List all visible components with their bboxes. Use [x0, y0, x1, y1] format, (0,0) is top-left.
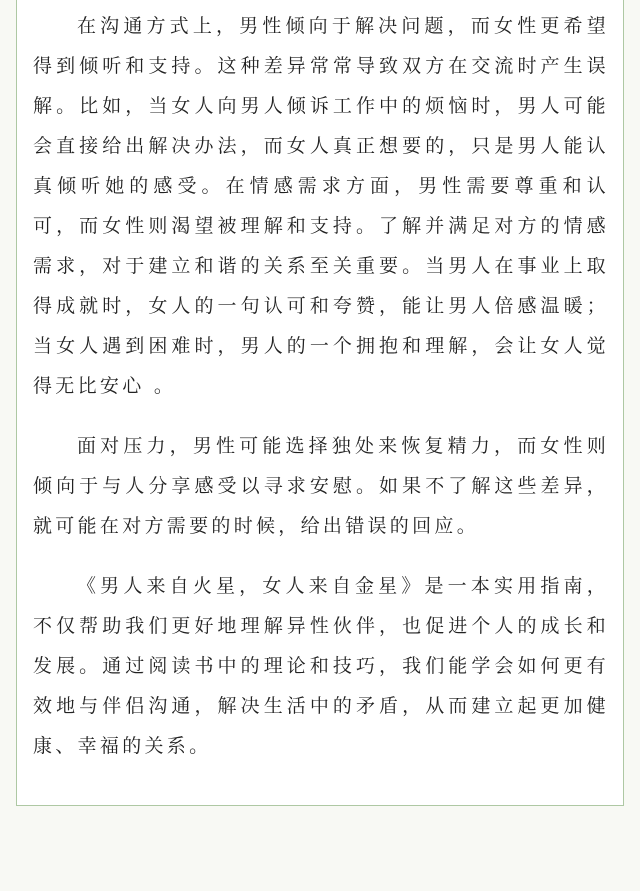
paragraph-stress: 面对压力，男性可能选择独处来恢复精力，而女性则倾向于与人分享感受以寻求安慰。如果不了解这些差异，就可能在对方需要的时候，给出错误的回应。: [33, 435, 609, 537]
paragraph-communication: 在沟通方式上，男性倾向于解决问题，而女性更希望得到倾听和支持。这种差异常常导致双方在交流时产生误解。比如，当女人向男人倾诉工作中的烦恼时，男人可能会直接给出解决办法，而女人真正想要的，只是男人能认真倾听她的感受。在情感需求方面，男性需要尊重和认可，而女性则渴望被理解和支持。了解并满足对方的情感需求，对于建立和谐的关系至关重要。当男人在事业上取得成就时，女人的一句认可和夸赞，能让男人倍感温暖；当女人遇到困难时，男人的一个拥抱和理解，会让女人觉得无比安心 。: [33, 15, 609, 397]
article-body: [33, 6, 609, 766]
paragraph-book-summary: 《男人来自火星，女人来自金星》是一本实用指南，不仅帮助我们更好地理解异性伙伴，也促进个人的成长和发展。通过阅读书中的理论和技巧，我们能学会如何更有效地与伴侣沟通，解决生活中的矛盾，从而建立起更加健康、幸福的关系。: [33, 575, 609, 757]
article-card: [16, 0, 624, 806]
